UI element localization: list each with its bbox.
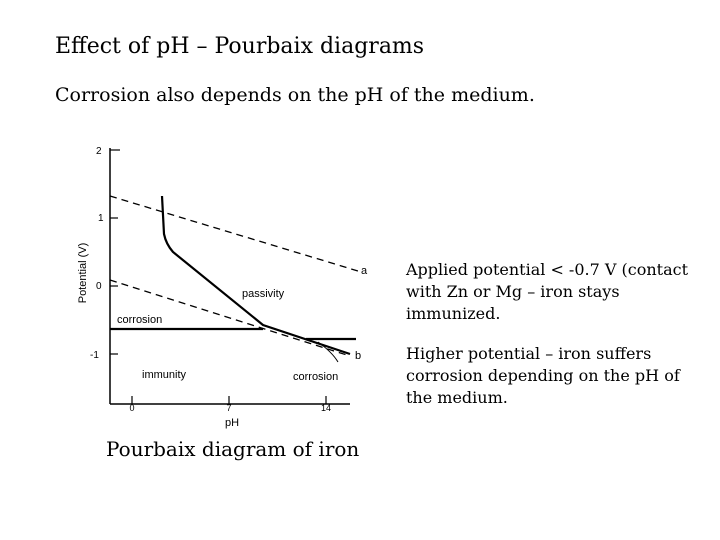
y-tick-label: 0 bbox=[96, 281, 102, 292]
boundary-passivity-corrosion bbox=[162, 196, 350, 354]
line-b-label: b bbox=[355, 350, 362, 362]
diagram-caption: Pourbaix diagram of iron bbox=[106, 437, 360, 461]
line-a bbox=[110, 196, 358, 271]
x-tick-label: 0 bbox=[129, 403, 135, 413]
note-applied-potential: Applied potential < -0.7 V (contact with Zn or Mg – iron stays immunized. bbox=[406, 260, 689, 323]
x-tick-label: 14 bbox=[320, 403, 332, 413]
y-tick-label: -1 bbox=[90, 350, 99, 361]
x-tick-label: 7 bbox=[226, 403, 232, 413]
region-corrosion-right: corrosion bbox=[293, 371, 339, 383]
y-tick-label: 1 bbox=[98, 213, 104, 224]
x-axis-label: pH bbox=[224, 417, 240, 429]
pourbaix-diagram bbox=[70, 138, 400, 438]
region-corrosion-left: corrosion bbox=[117, 314, 163, 326]
y-axis-label: Potential (V) bbox=[77, 242, 89, 304]
note-higher-potential: Higher potential – iron suffers corrosion depending on the pH of the medium. bbox=[406, 344, 680, 407]
line-a-label: a bbox=[361, 265, 368, 277]
slide-title: Effect of pH – Pourbaix diagrams bbox=[55, 34, 425, 59]
region-immunity: immunity bbox=[142, 369, 187, 381]
region-passivity: passivity bbox=[242, 288, 285, 300]
slide-subtitle: Corrosion also depends on the pH of the medium. bbox=[55, 84, 535, 106]
y-tick-label: 2 bbox=[96, 146, 102, 157]
